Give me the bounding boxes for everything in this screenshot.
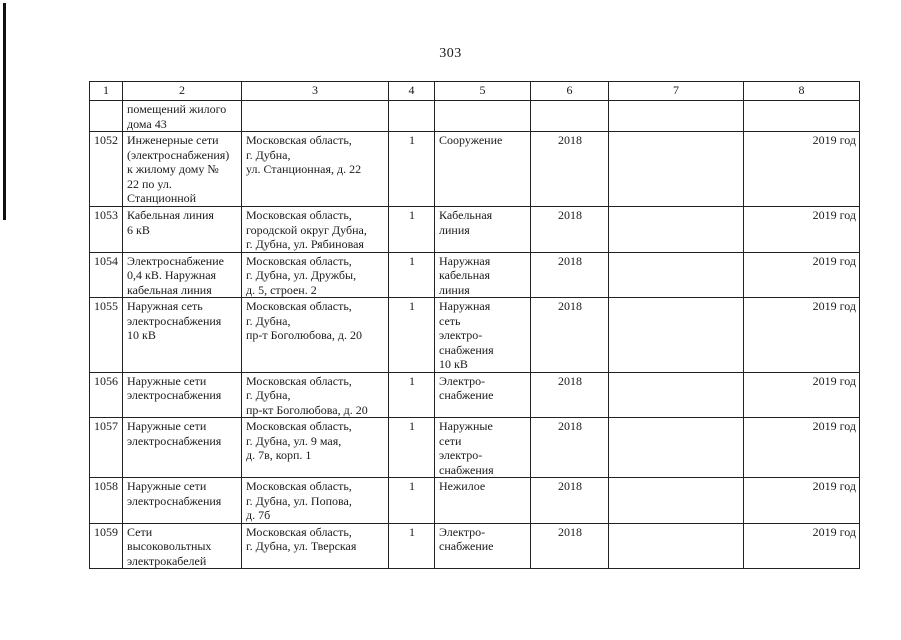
cell-type: Электро- снабжение (435, 523, 531, 569)
cell-col7 (609, 523, 744, 569)
cell-col7 (609, 252, 744, 298)
table-row (90, 298, 860, 373)
cell-term: 2019 год (744, 523, 860, 569)
cell-number: 1053 (90, 207, 123, 253)
cell-year: 2018 (531, 523, 609, 569)
cell-type: Нежилое (435, 478, 531, 524)
header-cell: 5 (435, 82, 531, 101)
table-row (90, 523, 860, 569)
cell-term (744, 101, 860, 132)
cell-year: 2018 (531, 372, 609, 418)
cell-quantity: 1 (389, 132, 435, 207)
cell-address: Московская область, г. Дубна, ул. Тверская (242, 523, 389, 569)
cell-col7 (609, 207, 744, 253)
cell-address: Московская область, г. Дубна, ул. Станционная, д. 22 (242, 132, 389, 207)
cell-quantity: 1 (389, 252, 435, 298)
cell-number: 1052 (90, 132, 123, 207)
cell-name: помещений жилого дома 43 (123, 101, 242, 132)
header-cell: 3 (242, 82, 389, 101)
cell-quantity (389, 101, 435, 132)
header-row (90, 82, 860, 101)
cell-address (242, 101, 389, 132)
cell-year (531, 101, 609, 132)
cell-term: 2019 год (744, 478, 860, 524)
page-number: 303 (439, 46, 462, 61)
cell-type (435, 101, 531, 132)
cell-name: Наружные сети электроснабжения (123, 418, 242, 478)
cell-year: 2018 (531, 478, 609, 524)
cell-number: 1058 (90, 478, 123, 524)
cell-quantity: 1 (389, 523, 435, 569)
cell-col7 (609, 298, 744, 373)
cell-number: 1054 (90, 252, 123, 298)
cell-col7 (609, 478, 744, 524)
cell-number: 1056 (90, 372, 123, 418)
cell-name: Инженерные сети (электроснабжения) к жилому дому № 22 по ул. Станционной (123, 132, 242, 207)
cell-type: Наружная кабельная линия (435, 252, 531, 298)
cell-col7 (609, 372, 744, 418)
header-cell: 6 (531, 82, 609, 101)
cell-year: 2018 (531, 252, 609, 298)
header-cell: 4 (389, 82, 435, 101)
cell-type: Кабельная линия (435, 207, 531, 253)
cell-address: Московская область, г. Дубна, пр-кт Боголюбова, д. 20 (242, 372, 389, 418)
cell-address: Московская область, г. Дубна, ул. Попова, д. 7б (242, 478, 389, 524)
cell-year: 2018 (531, 298, 609, 373)
cell-year: 2018 (531, 207, 609, 253)
cell-col7 (609, 418, 744, 478)
cell-quantity: 1 (389, 478, 435, 524)
cell-address: Московская область, городской округ Дубна, г. Дубна, ул. Рябиновая (242, 207, 389, 253)
cell-name: Наружные сети электроснабжения (123, 372, 242, 418)
cell-col7 (609, 101, 744, 132)
cell-term: 2019 год (744, 298, 860, 373)
cell-year: 2018 (531, 132, 609, 207)
table-row (90, 418, 860, 478)
header-cell: 7 (609, 82, 744, 101)
continuation-row (90, 101, 860, 132)
cell-type: Сооружение (435, 132, 531, 207)
table-row (90, 478, 860, 524)
cell-col7 (609, 132, 744, 207)
cell-quantity: 1 (389, 418, 435, 478)
cell-name: Электроснабжение 0,4 кВ. Наружная кабельная линия (123, 252, 242, 298)
table-row (90, 372, 860, 418)
cell-name: Кабельная линия 6 кВ (123, 207, 242, 253)
cell-name: Наружные сети электроснабжения (123, 478, 242, 524)
cell-name: Наружная сеть электроснабжения 10 кВ (123, 298, 242, 373)
header-cell: 2 (123, 82, 242, 101)
cell-quantity: 1 (389, 207, 435, 253)
cell-address: Московская область, г. Дубна, пр-т Боголюбова, д. 20 (242, 298, 389, 373)
cell-quantity: 1 (389, 298, 435, 373)
cell-quantity: 1 (389, 372, 435, 418)
header-cell: 8 (744, 82, 860, 101)
table-row (90, 252, 860, 298)
cell-type: Наружная сеть электро- снабжения 10 кВ (435, 298, 531, 373)
cell-name: Сети высоковольтных электрокабелей (123, 523, 242, 569)
cell-term: 2019 год (744, 132, 860, 207)
table-row (90, 207, 860, 253)
cell-term: 2019 год (744, 372, 860, 418)
registry-table (89, 81, 860, 569)
cell-number (90, 101, 123, 132)
cell-term: 2019 год (744, 418, 860, 478)
cell-number: 1059 (90, 523, 123, 569)
cell-address: Московская область, г. Дубна, ул. Дружбы, д. 5, строен. 2 (242, 252, 389, 298)
cell-year: 2018 (531, 418, 609, 478)
table-row (90, 132, 860, 207)
cell-type: Наружные сети электро- снабжения (435, 418, 531, 478)
cell-address: Московская область, г. Дубна, ул. 9 мая, д. 7в, корп. 1 (242, 418, 389, 478)
header-cell: 1 (90, 82, 123, 101)
cell-number: 1057 (90, 418, 123, 478)
cell-term: 2019 год (744, 252, 860, 298)
cell-number: 1055 (90, 298, 123, 373)
cell-term: 2019 год (744, 207, 860, 253)
cell-type: Электро- снабжение (435, 372, 531, 418)
left-margin-bar (3, 3, 6, 220)
